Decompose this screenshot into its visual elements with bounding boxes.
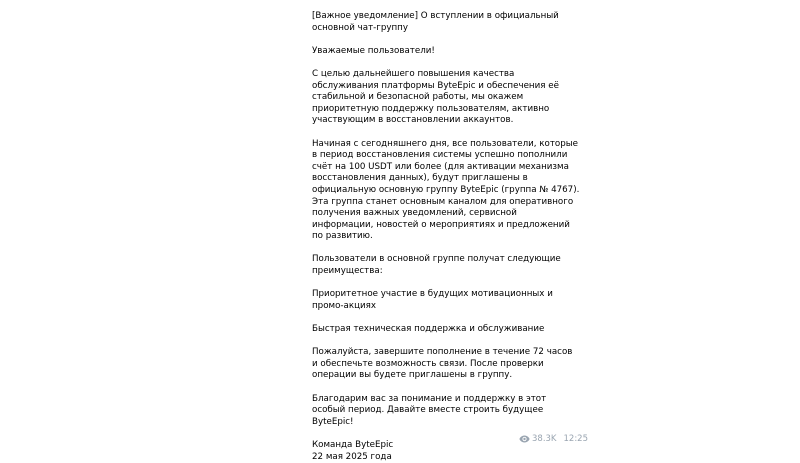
post-paragraph-3: Пользователи в основной группе получат следующие преимущества: [312,254,561,277]
post-greeting: Уважаемые пользователи! [312,45,435,56]
post-paragraph-5: Благодарим вас за понимание и поддержку в этот особый период. Давайте вместе строить будущее ByteEpic! [312,393,547,427]
post-paragraph-2: Начиная с сегодняшнего дня, все пользователи, которые в период восстановления системы успешно пополнили счёт на 100 USDT или более (для активации механизма восстановления данных), будут приглашены в официальную основную группу ByteEpic (группа № 4767). Эта группа станет основным каналом для оперативного получения важных уведомлений, сервисной информации, новостей о мероприятиях и предложений по развитию. [312,138,580,242]
eye-icon [519,435,530,443]
view-count: 38.3K [532,434,557,444]
post-benefit-1: Приоритетное участие в будущих мотивационных и промо-акциях [312,289,553,311]
post-paragraph-4: Пожалуйста, завершите пополнение в течение 72 часов и обеспечьте возможность связи. После проверки операции вы будете приглашены в группу. [312,347,573,381]
post-signature-team: Команда ByteEpic [312,439,394,450]
post-title: [Важное уведомление] О вступлении в официальный основной чат-группу [312,11,559,33]
post-time: 12:25 [563,434,588,444]
post-signature-date: 22 мая 2025 года [312,451,392,462]
channel-post [312,11,580,463]
post-meta [519,434,588,444]
post-benefit-2: Быстрая техническая поддержка и обслуживание [312,324,545,335]
post-paragraph-1: С целью дальнейшего повышения качества обслуживания платформы ByteEpic и обеспечения её стабильной и безопасной работы, мы окажем приоритетную поддержку пользователям, активно участвующим в восстановлении аккаунтов. [312,68,559,126]
